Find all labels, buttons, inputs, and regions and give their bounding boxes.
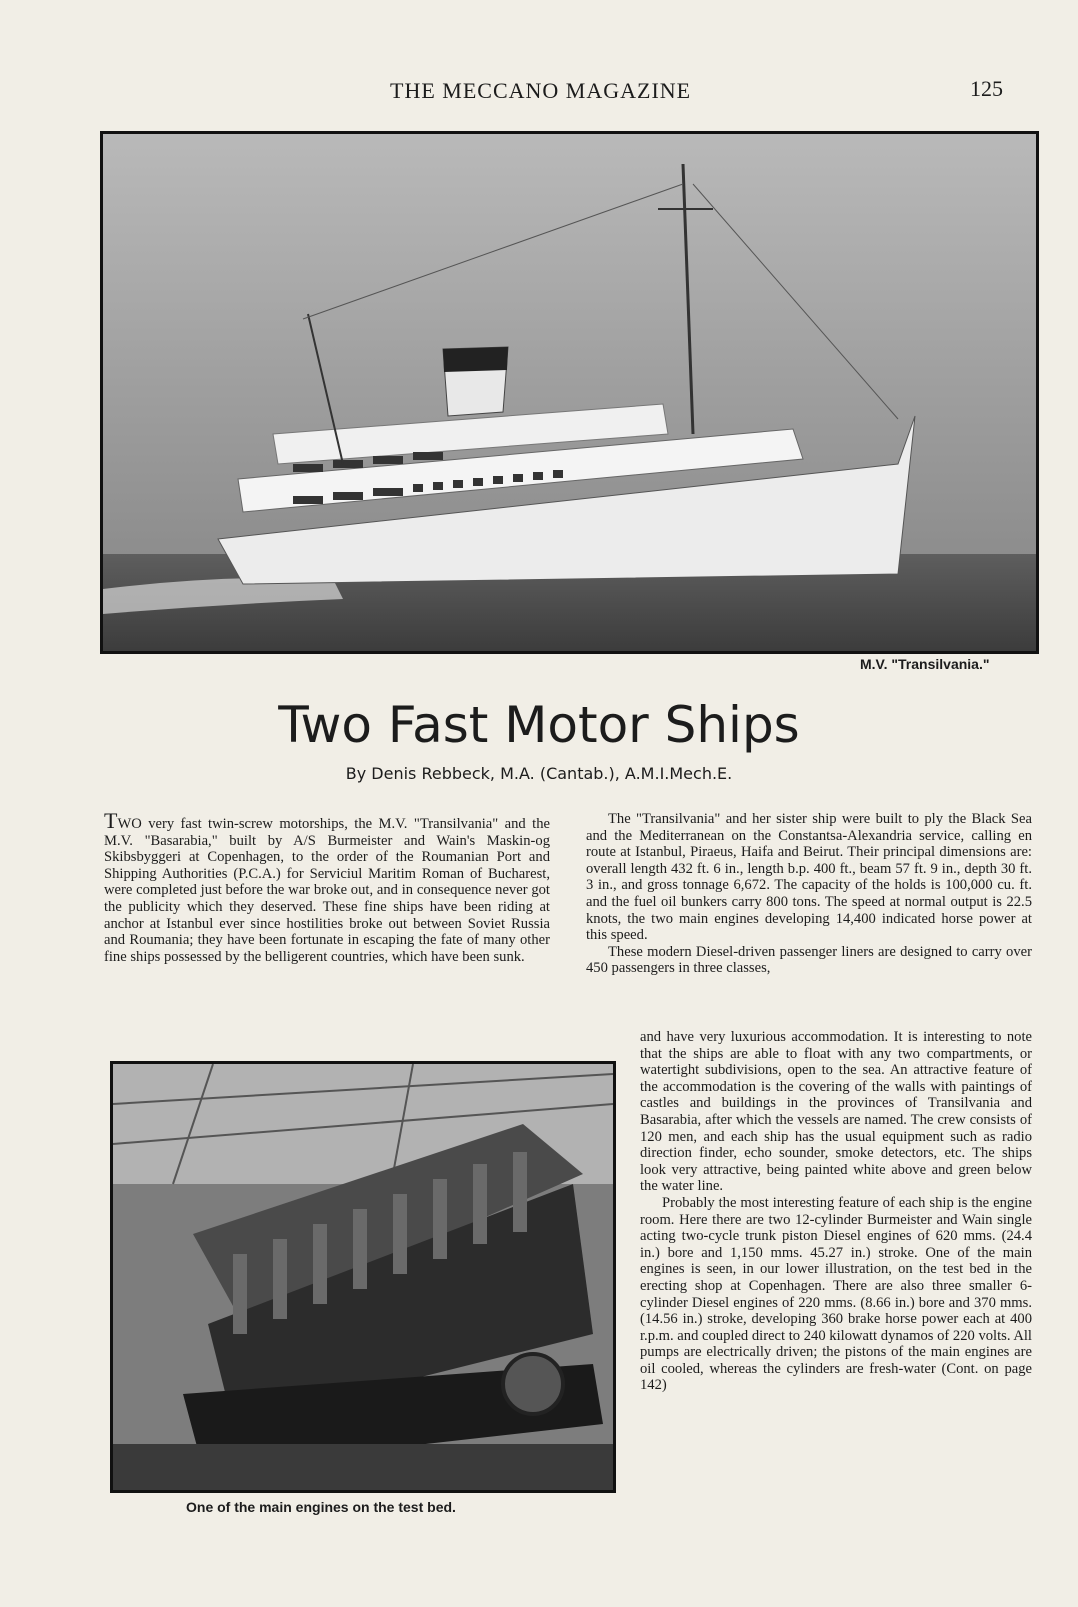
article-column-left [104,808,550,965]
article-byline: By Denis Rebbeck, M.A. (Cantab.), A.M.I.Mech.E. [345,764,733,783]
paragraph-4: Probably the most interesting feature of each ship is the engine room. Here there are two 12-cylinder Burmeister and Wain single acting two-cycle trunk piston Diesel engines of 620 mms. (24.4 in.) bore and 1,150 mms. 45.27 in.) stroke. One of the main engines is seen, in our lower illustration, on the test bed in the erecting shop at Copenhagen. There are also three smaller 6-cylinder Diesel engines of 220 mms. (8.66 in.) bore and 370 mms. (14.56 in.) stroke, developing 360 brake horse power each at 400 r.p.m. and coupled direct to 240 kilowatt dynamos of 220 volts. All pumps are electrically driven; the pistons of the main engines are oil cooled, whereas the cylinders are fresh-water (Cont. on page 142) [640,1194,1032,1394]
intro-paragraph [104,808,550,965]
page-number: 125 [970,76,1003,101]
drop-cap: T [104,808,118,833]
intro-text: WO very fast twin-screw motorships, the M.V. "Transilvania" and the M.V. "Basarabia," built by A/S Burmeister and Wain's Maskin-og Skibsbyggeri at Copenhagen, to the order of the Roumanian Port and Shipping Authorities (P.C.A.) for Serviciul Maritim Roman of Bucharest, were completed just before the war broke out, and in consequence never got the publicity which they deserved. These fine ships have been riding at anchor at Istanbul ever since hostilities broke out between Soviet Russia and Roumania; they have been fortunate in escaping the fate of many other fine ships possessed by the belligerent countries, which have been sunk. [104,816,550,965]
engine-photo [110,1061,616,1493]
ship-photo-caption: M.V. "Transilvania." [860,656,990,672]
article-column-right-narrow [640,1029,1032,1394]
engine-photo-caption: One of the main engines on the test bed. [186,1499,456,1515]
article-column-right [586,811,1032,977]
paragraph-3-continued: and have very luxurious accommodation. It is interesting to note that the ships are able to float with any two compartments, or watertight subdivisions, open to the sea. An attractive feature of the accommodation is the covering of the walls with paintings of castles and buildings in the provinces of Transilvania and Basarabia, after which the vessels are named. The crew consists of 120 men, and each ship has the usual equipment such as radio direction finder, echo sounder, smoke detectors, etc. The ships look very attractive, being painted white above and green below the water line. [640,1029,1032,1195]
article-title: Two Fast Motor Ships [278,696,800,754]
ship-photo [100,131,1039,654]
paragraph-2: The "Transilvania" and her sister ship were built to ply the Black Sea and the Mediterranean on the Constantsa-Alexandria service, calling en route at Istanbul, Piraeus, Haifa and Beirut. Their principal dimensions are: overall length 432 ft. 6 in., length b.p. 400 ft., beam 57 ft. 9 in., depth 30 ft. 3 in., and gross tonnage 6,672. The capacity of the holds is 100,000 cu. ft. and the fuel oil bunkers carry 800 tons. The speed at normal output is 22.5 knots, the two main engines developing 14,400 indicated horse power at this speed. [586,811,1032,944]
magazine-title: THE MECCANO MAGAZINE [390,78,692,103]
paragraph-3-start: These modern Diesel-driven passenger liners are designed to carry over 450 passengers in three classes, [586,943,1032,977]
